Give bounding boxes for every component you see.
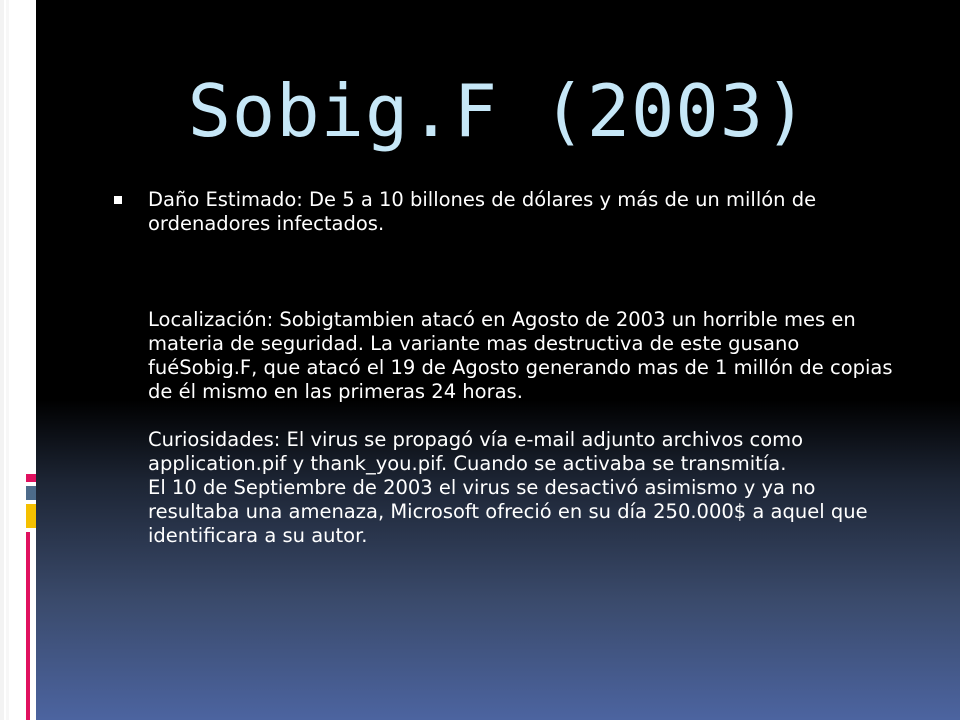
accent-mark-pink (26, 474, 36, 482)
bullet-item (112, 188, 912, 548)
slide-body (112, 188, 912, 548)
accent-marks (26, 0, 36, 720)
accent-mark-pink-line (26, 532, 30, 720)
decorative-stripe (0, 0, 4, 720)
decorative-stripe (6, 0, 9, 720)
accent-mark-gold (26, 504, 36, 528)
paragraph-curiosidades: Curiosidades: El virus se propagó vía e-mail adjunto archivos como application.pif y thank_you.pif. Cuando se activaba se transmitía. (148, 428, 804, 475)
square-bullet-icon (114, 196, 122, 204)
slide-title: Sobig.F (2003) (187, 69, 809, 153)
paragraph-dano: Daño Estimado: De 5 a 10 billones de dólares y más de un millón de ordenadores infectados. (148, 188, 817, 235)
paragraph-localizacion: Localización: Sobigtambien atacó en Agosto de 2003 un horrible mes en materia de seguridad. La variante mas destructiva de este gusano fuéSobig.F, que atacó el 19 de Agosto generando mas de 1 millón de copias de él mismo en las primeras 24 horas. (148, 308, 893, 403)
accent-mark-steel (26, 486, 36, 500)
paragraph-desactivacion: El 10 de Septiembre de 2003 el virus se desactivó asimismo y ya no resultaba una amenaza, Microsoft ofreció en su día 250.000$ a aquel que identificara a su autor. (148, 476, 868, 547)
